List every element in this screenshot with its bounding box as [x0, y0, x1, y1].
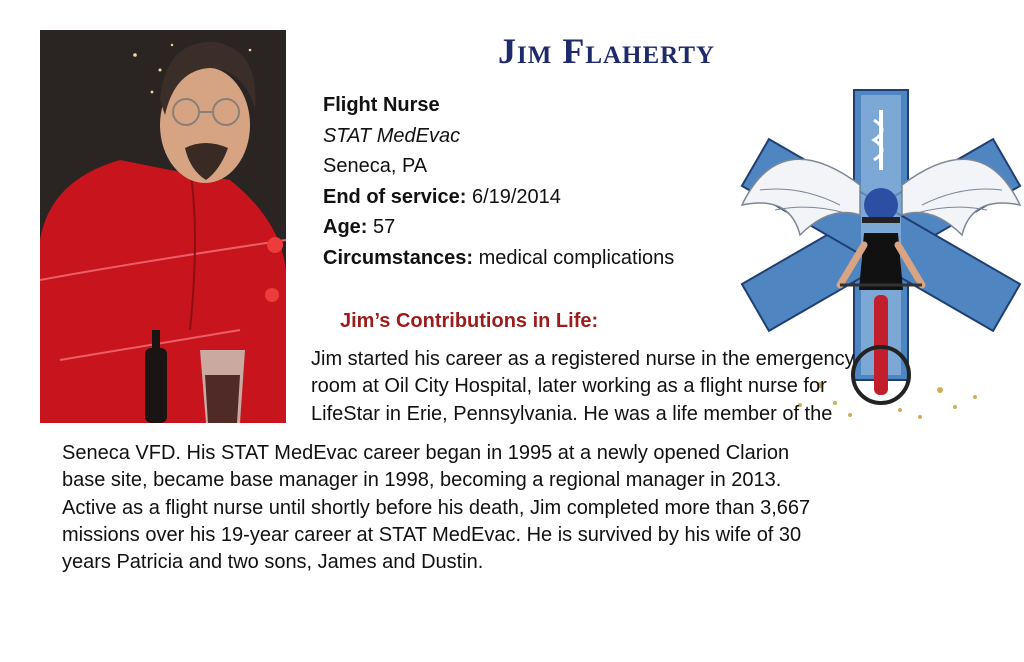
age-value: 57: [373, 216, 396, 238]
bio-line: Seneca VFD. His STAT MedEvac career began in 1995 at a newly opened Clarion: [62, 442, 790, 464]
circumstances-value: medical complications: [478, 246, 675, 269]
bio-line: years Patricia and two sons, James and Dustin.: [62, 551, 484, 574]
role: Flight Nurse: [323, 94, 440, 116]
bio-paragraph-bottom: [62, 440, 962, 576]
circumstances-row: [323, 243, 674, 274]
page-title: Jim Flaherty: [498, 31, 716, 71]
end-of-service-value: 6/19/2014: [471, 185, 561, 208]
bio-line: Jim started his career as a registered nurse in the emergency: [311, 348, 855, 370]
age-row: [323, 212, 674, 243]
contributions-heading: Jim’s Contributions in Life:: [340, 310, 599, 332]
service-info: [323, 90, 674, 273]
portrait-photo: [40, 30, 286, 423]
age-label: Age:: [323, 216, 368, 238]
end-of-service-row: [323, 182, 674, 213]
bio-line: base site, became base manager in 1998, becoming a regional manager in 2013.: [62, 469, 782, 492]
bio-line: missions over his 19-year career at STAT MedEvac. He is survived by his wife of 30: [62, 523, 802, 546]
end-of-service-label: End of service:: [323, 185, 467, 208]
bio-line: LifeStar in Erie, Pennsylvania. He was a life member of the: [311, 402, 833, 425]
circumstances-label: Circumstances:: [323, 246, 474, 269]
employer: STAT MedEvac: [323, 124, 461, 147]
bio-line: room at Oil City Hospital, later working as a flight nurse for: [311, 375, 827, 398]
bio-line: Active as a flight nurse until shortly before his death, Jim completed more than 3,667: [62, 496, 811, 519]
location: Seneca, PA: [323, 155, 428, 177]
bio-paragraph-top: [311, 346, 961, 428]
